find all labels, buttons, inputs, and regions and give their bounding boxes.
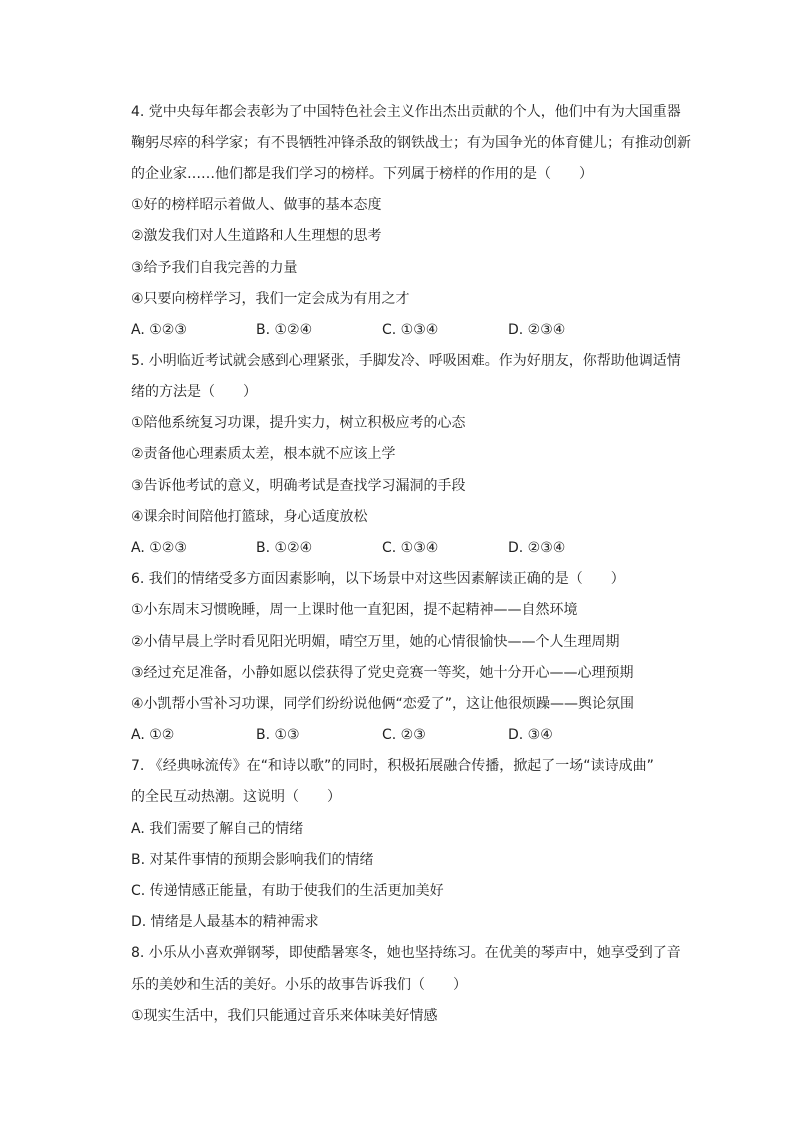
question-7-choice-b: B. 对某件事情的预期会影响我们的情绪 [131, 852, 374, 868]
question-6-item-3: ③经过充足准备，小静如愿以偿获得了党史竞赛一等奖，她十分开心——心理预期 [131, 665, 634, 681]
question-7-choice-c: C. 传递情感正能量，有助于使我们的生活更加美好 [131, 883, 444, 899]
question-6-choice-a: A. ①② [131, 727, 175, 743]
question-5-item-2: ②责备他心理素质太差，根本就不应该上学 [131, 446, 396, 462]
question-5-choice-b: B. ①②④ [256, 540, 313, 556]
question-5-stem-line-1: 5. 小明临近考试就会感到心理紧张，手脚发冷、呼吸困难。作为好朋友，你帮助他调适情 [131, 353, 681, 369]
question-4-choice-c: C. ①③④ [382, 322, 439, 338]
question-4-choice-b: B. ①②④ [256, 322, 313, 338]
question-6-item-2: ②小倩早晨上学时看见阳光明媚，晴空万里，她的心情很愉快——个人生理周期 [131, 634, 620, 650]
question-4-choice-a: A. ①②③ [131, 322, 187, 338]
question-4-item-1: ①好的榜样昭示着做人、做事的基本态度 [131, 197, 382, 213]
question-7-stem-line-1: 7. 《经典咏流传》在“和诗以歌”的同时，积极拓展融合传播，掀起了一场“读诗成曲” [131, 758, 654, 774]
question-5-item-1: ①陪他系统复习功课，提升实力，树立积极应考的心态 [131, 415, 466, 431]
question-6-choice-b: B. ①③ [256, 727, 300, 743]
question-4-choice-d: D. ②③④ [508, 322, 566, 338]
question-7-choice-a: A. 我们需要了解自己的情绪 [131, 821, 304, 837]
question-5-item-4: ④课余时间陪他打篮球，身心适度放松 [131, 509, 368, 525]
question-4-stem-line-2: 鞠躬尽瘁的科学家；有不畏牺牲冲锋杀敌的钢铁战士；有为国争光的体育健儿；有推动创新 [131, 135, 691, 151]
question-4-stem-line-3: 的企业家……他们都是我们学习的榜样。下列属于榜样的作用的是（ ） [131, 166, 593, 182]
question-7-choice-d: D. 情绪是人最基本的精神需求 [131, 914, 319, 930]
question-4-item-4: ④只要向榜样学习，我们一定会成为有用之才 [131, 291, 410, 307]
question-7-stem-line-2: 的全民互动热潮。这说明（ ） [131, 789, 341, 805]
question-8-item-1: ①现实生活中，我们只能通过音乐来体味美好情感 [131, 1008, 438, 1024]
question-4-stem-line-1: 4. 党中央每年都会表彰为了中国特色社会主义作出杰出贡献的个人，他们中有为大国重器 [131, 104, 681, 120]
question-5-choice-d: D. ②③④ [508, 540, 566, 556]
question-6-item-1: ①小东周末习惯晚睡，周一上课时他一直犯困，提不起精神——自然环境 [131, 602, 578, 618]
question-6-stem-line-1: 6. 我们的情绪受多方面因素影响，以下场景中对这些因素解读正确的是（ ） [131, 571, 625, 587]
question-4-item-2: ②激发我们对人生道路和人生理想的思考 [131, 228, 382, 244]
question-5-choice-c: C. ①③④ [382, 540, 439, 556]
question-6-item-4: ④小凯帮小雪补习功课，同学们纷纷说他俩“恋爱了”，这让他很烦躁——舆论氛围 [131, 696, 635, 712]
question-5-stem-line-2: 绪的方法是（ ） [131, 384, 257, 400]
question-4-item-3: ③给予我们自我完善的力量 [131, 260, 298, 276]
question-5-choice-a: A. ①②③ [131, 540, 187, 556]
question-8-stem-line-1: 8. 小乐从小喜欢弹钢琴，即使酷暑寒冬，她也坚持练习。在优美的琴声中，她享受到了音 [131, 945, 681, 961]
question-6-choice-c: C. ②③ [382, 727, 426, 743]
question-5-item-3: ③告诉他考试的意义，明确考试是查找学习漏洞的手段 [131, 478, 466, 494]
question-6-choice-d: D. ③④ [508, 727, 553, 743]
question-8-stem-line-2: 乐的美妙和生活的美好。小乐的故事告诉我们（ ） [131, 977, 467, 993]
